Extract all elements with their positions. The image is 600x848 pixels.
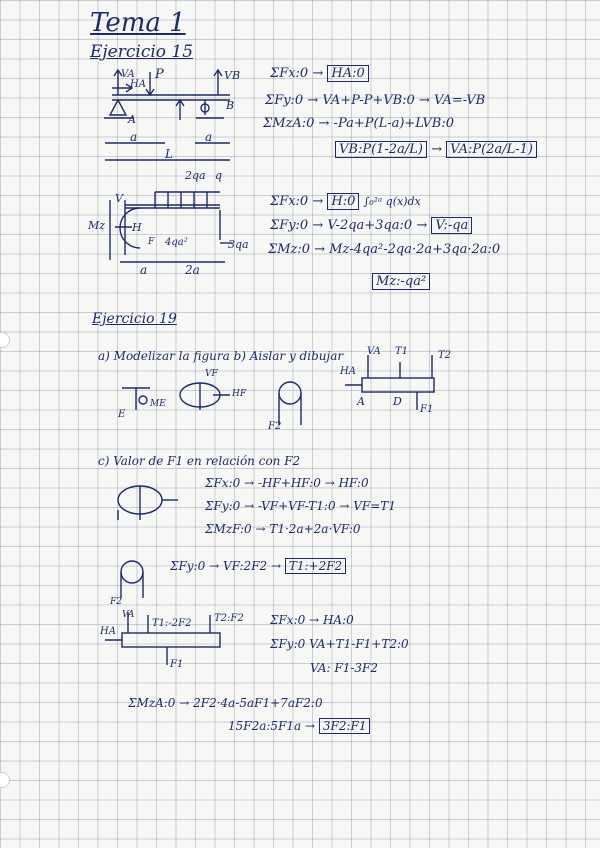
label-HA: HA	[130, 79, 146, 90]
c-eq-fx: ΣFx:0 → -HF+HF:0 → HF:0	[205, 476, 369, 490]
ex15-eq-fy: ΣFy:0 → VA+P-P+VB:0 → VA=-VB	[265, 93, 486, 108]
label-3qa: 3qa	[228, 238, 249, 251]
beam-F1-label: F1	[170, 659, 184, 670]
beam-T2-label: T2:F2	[214, 613, 244, 624]
label-F1-b: F1	[420, 404, 434, 415]
part-a-b: a) Modelizar la figura b) Aislar y dibujar	[98, 349, 344, 363]
beam-VA-label: VA	[122, 610, 135, 620]
c-eq-fy2: ΣFy:0 → VF:2F2 → T1:+2F2	[170, 560, 346, 572]
m-eq-moment: ΣMzA:0 → 2F2·4a-5aF1+7aF2:0	[128, 696, 323, 710]
beam-HA-label: HA	[100, 626, 116, 637]
label-L: L	[165, 147, 173, 161]
beam-T1-label: T1:-2F2	[152, 618, 192, 629]
label-HF: HF	[232, 389, 247, 399]
exercise-15-heading: Ejercicio 15	[90, 42, 194, 62]
ex15-eq-result: VB:P(1-2a/L) → VA:P(2a/L-1)	[335, 143, 537, 156]
m-eq-result: 15F2a:5F1a → 3F2:F1	[228, 720, 370, 732]
label-VA-b: VA	[367, 346, 381, 357]
label-F: F	[148, 237, 155, 247]
ex15-eq2-fx: ΣFx:0 → H:0 ∫₀²ᵃ q(x)dx	[270, 194, 421, 209]
label-VB: VB	[224, 69, 241, 82]
label-ME: ME	[150, 399, 166, 409]
ex15-eq2-fy: ΣFy:0 → V-2qa+3qa:0 → V:-qa	[270, 219, 472, 232]
ex15-eq-fx: ΣFx:0 → HA:0	[270, 67, 369, 80]
ex15-eq-mz: ΣMzA:0 → -Pa+P(L-a)+LVB:0	[263, 116, 454, 131]
label-D-b: D	[393, 395, 402, 408]
label-B: B	[226, 99, 235, 112]
d-eq-fy: ΣFy:0 VA+T1-F1+T2:0	[270, 637, 409, 651]
label-HA-b: HA	[340, 366, 356, 377]
exercise-19-heading: Ejercicio 19	[92, 311, 177, 327]
label-T1-b: T1	[395, 346, 409, 357]
label-q: q	[215, 169, 223, 182]
label-a-right: a	[205, 130, 213, 144]
part-c: c) Valor de F1 en relación con F2	[98, 454, 301, 468]
page-title: Tema 1	[90, 8, 186, 38]
d-eq-fx: ΣFx:0 → HA:0	[270, 613, 354, 627]
label-H: H	[132, 221, 142, 234]
label-V: V	[115, 192, 123, 205]
ex15-eq2-mz: ΣMz:0 → Mz-4qa²-2qa·2a+3qa·2a:0	[268, 242, 501, 257]
label-2qa: 2qa	[185, 169, 206, 182]
label-F2-a: F2	[268, 421, 282, 432]
label-T2-b: T2	[438, 350, 452, 361]
label-VA: VA	[121, 69, 135, 80]
label-A-b: A	[357, 395, 365, 408]
label-A: A	[128, 113, 136, 126]
beam-F2-label: F2	[110, 597, 122, 607]
d-eq-va: VA: F1-3F2	[310, 661, 378, 675]
c-eq-fy: ΣFy:0 → -VF+VF-T1:0 → VF=T1	[205, 499, 396, 513]
label-a: a	[130, 130, 138, 144]
label-4qa2: 4qa²	[165, 237, 188, 248]
c-eq-mz: ΣMzF:0 → T1·2a+2a·VF:0	[205, 522, 361, 536]
label-VF: VF	[205, 369, 218, 379]
label-P: P	[155, 67, 164, 82]
label-E: E	[118, 409, 126, 420]
label-Mz: Mz	[88, 219, 106, 232]
label-a-frame: a	[140, 263, 148, 277]
ex15-eq2-result: Mz:-qa²	[372, 275, 430, 288]
label-2a-frame: 2a	[185, 263, 200, 277]
